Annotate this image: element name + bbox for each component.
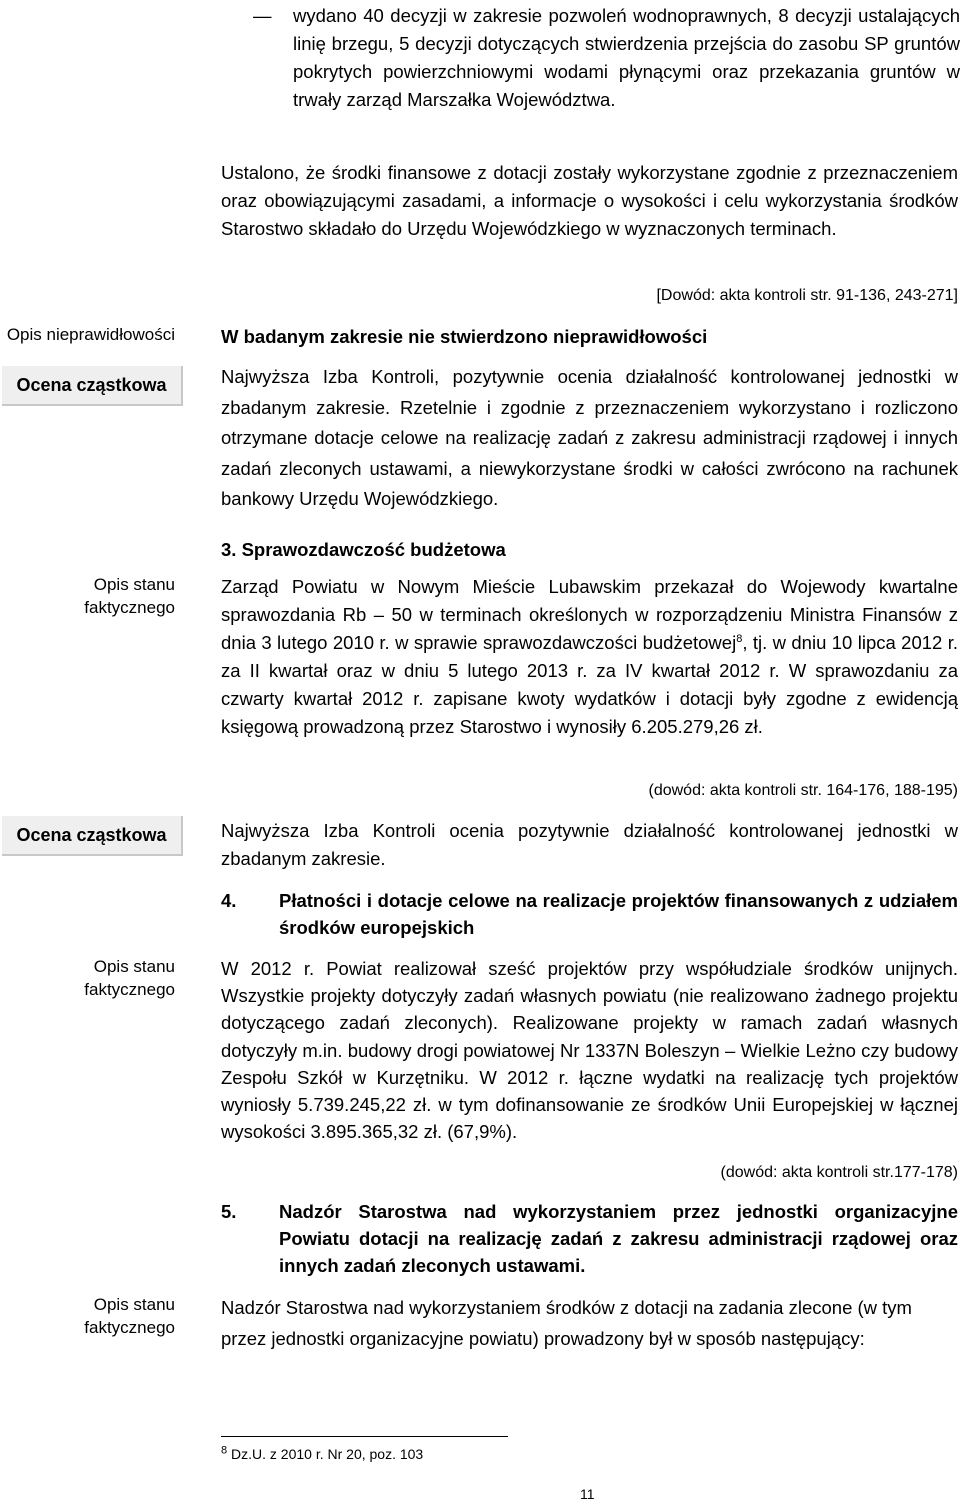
evidence-reference: (dowód: akta kontroli str. 164-176, 188-195) [648,782,958,799]
no-irregularities-heading: W badanym zakresie nie stwierdzono nieprawidłowości [221,326,708,347]
list-item-text: wydano 40 decyzji w zakresie pozwoleń wodnoprawnych, 8 decyzji ustalających linię brzegu, 5 decyzji dotyczących stwierdzenia przejścia do zasobu SP gruntów pokrytych powierzchniowymi wodami płynącymi oraz przekazania gruntów w trwały zarząd Marszałka Województwa. [293,5,960,110]
assessment-paragraph: Najwyższa Izba Kontroli, pozytywnie ocenia działalność kontrolowanej jednostki w zbadanym zakresie. Rzetelnie i zgodnie z przeznaczeniem wykorzystano i rozliczono otrzymane dotacje celowe na realizację zadań z zakresu administracji rządowej i innych zadań zleconych ustawami, a niewykorzystane środki w całości zwrócono na rachunek bankowy Urzędu Wojewódzkiego. [221,366,958,509]
paragraph-funds: Ustalono, że środki finansowe z dotacji zostały wykorzystane zgodnie z przeznaczeniem oraz obowiązującymi zasadami, a informacje o wysokości i celu wykorzystania środków Starostwo składało do Urzędu Wojewódzkiego w wyznaczonych terminach. [221,162,958,239]
section-5-text: Nadzór Starostwa nad wykorzystaniem środków z dotacji na zadania zlecone (w tym przez jednostki organizacyjne powiatu) prowadzony był w sposób następujący: [221,1297,912,1349]
section-3-text: Zarząd Powiatu w Nowym Mieście Lubawskim przekazał do Wojewody kwartalne sprawozdania Rb – 50 w terminach określonych w rozporządzeniu Ministra Finansów z dnia 3 lutego 2010 r. w sprawie sprawozdawczości budżetowej$^8$, tj. w dniu 10 lipca 2012 r. za II kwartał oraz w dniu 5 lutego 2013 r. za IV kwartał 2012 r. W sprawozdaniu za czwarty kwartał 2012 r. zapisane kwoty wydatków i dotacji były zgodne z ewidencją księgową prowadzoną przez Starostwo i wynosiły 6.205.279,26 zł. [221,576,958,737]
page-number: 11 [580,1486,595,1502]
evidence-reference: [Dowód: akta kontroli str. 91-136, 243-271] [656,287,958,304]
footnote-separator [221,1436,508,1437]
footnote: $^8$ Dz.U. z 2010 r. Nr 20, poz. 103 [221,1444,424,1462]
section-4-text: W 2012 r. Powiat realizował sześć projektów przy współudziale środków unijnych. Wszystkie projekty dotyczyły zadań własnych powiatu (nie realizowano żadnego projektu dotyczącego zadań zleconych). Realizowane projekty w ramach zadań własnych dotyczyły m.in. budowy drogi powiatowej Nr 1337N Boleszyn – Wielkie Leżno czy budowy Zespołu Szkół w Kurzętniku. W 2012 r. łączne wydatki na realizację tych projektów wyniosły 5.739.245,22 zł. w tym dofinansowanie ze środków Unii Europejskiej w łącznej wysokości 3.895.365,32 zł. (67,9%). [221,958,958,1143]
evidence-reference: (dowód: akta kontroli str.177-178) [720,1164,958,1181]
section-3-heading: 3. Sprawozdawczość budżetowa [221,539,506,560]
footnote-mark: 8 [736,632,743,645]
assessment-paragraph: Najwyższa Izba Kontroli ocenia pozytywnie działalność kontrolowanej jednostki w zbadanym zakresie. [221,820,958,869]
list-dash: — [253,5,272,26]
partial-assessment-badge: Ocena cząstkowa [2,816,183,856]
partial-assessment-badge: Ocena cząstkowa [2,366,183,406]
document-page: — wydano 40 decyzji w zakresie pozwoleń wodnoprawnych, 8 decyzji ustalających linię brzegu, 5 decyzji dotyczących stwierdzenia przejścia do zasobu SP gruntów pokrytych powierzchniowymi wodami płynącymi oraz przekazania gruntów w trwały zarząd Marszałka Województwa. Ustalono, że środki finansowe z dotacji zostały wykorzystane zgodnie z przeznaczeniem oraz obowiązującymi zasadami, a informacje o wysokości i celu wykorzystania środków Starostwo składało do Urzędu Wojewódzkiego w wyznaczonych terminach. [Dowód: akta kontroli str. 91-136, 243-271] Opis nieprawidłowości W badanym zakresie nie stwierdzono nieprawidłowości Ocena cząstkowa Najwyższa Izba Kontroli, pozytywnie ocenia działalność kontrolowanej jednostki w zbadanym zakresie. Rzetelnie i zgodnie z przeznaczeniem wykorzystano i rozliczono otrzymane dotacje celowe na realizację zadań z zakresu administracji rządowej i innych zadań zleconych ustawami, a niewykorzystane środki w całości zwrócono na rachunek bankowy Urzędu Wojewódzkiego. 3. Sprawozdawczość budżetowa Opis stanu faktycznego Zarząd Powiatu w Nowym Mieście Lubawskim przekazał do Wojewody kwartalne sprawozdania Rb – 50 w terminach określonych w rozporządzeniu Ministra Finansów z dnia 3 lutego 2010 r. w sprawie sprawozdawczości budżetowej$^8$, tj. w dniu 10 lipca 2012 r. za II kwartał oraz w dniu 5 lutego 2013 r. za IV kwartał 2012 r. W sprawozdaniu za czwarty kwartał 2012 r. zapisane kwoty wydatków i dotacji były zgodne z ewidencją księgową prowadzoną przez Starostwo i wynosiły 6.205.279,26 zł. (dowód: akta kontroli str. 164-176, 188-195) Ocena cząstkowa Najwyższa Izba Kontroli ocenia pozytywnie działalność kontrolowanej jednostki w zbadanym zakresie. 4. Płatności i dotacje celowe na realizacje projektów finansowanych z udziałem środków europejskich Opis stanu faktycznego W 2012 r. Powiat realizował sześć projektów przy współudziale środków unijnych. Wszystkie projekty dotyczyły zadań własnych powiatu (nie realizowano żadnego projektu dotyczącego zadań zleconych). Realizowane projekty w ramach zadań własnych dotyczyły m.in. budowy drogi powiatowej Nr 1337N Boleszyn – Wielkie Leżno czy budowy Zespołu Szkół w Kurzętniku. W 2012 r. łączne wydatki na realizację tych projektów wyniosły 5.739.245,22 zł. w tym dofinansowanie ze środków Unii Europejskiej w łącznej wysokości 3.895.365,32 zł. (67,9%). (dowód: akta kontroli str.177-178) 5. Nadzór Starostwa nad wykorzystaniem przez jednostki organizacyjne Powiatu dotacji na realizację zadań z zakresu administracji rządowej oraz innych zadań zleconych ustawami. Opis stanu faktycznego Nadzór Starostwa nad wykorzystaniem środków z dotacji na zadania zlecone (w tym przez jednostki organizacyjne powiatu) prowadzony był w sposób następujący: $^8$ Dz.U. z 2010 r. Nr 20, poz. 103 11 [0,0,960,1505]
